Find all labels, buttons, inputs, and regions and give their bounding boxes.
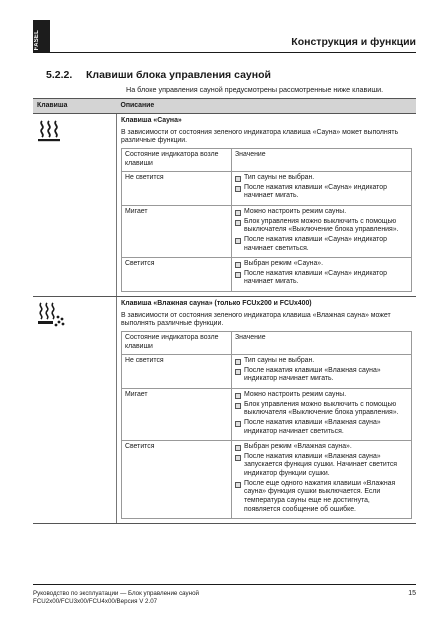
indicator-state: Не светится <box>122 172 232 206</box>
indicator-state-header: Состояние индикатора возле клавиши <box>122 331 232 354</box>
indicator-header-row <box>122 148 412 171</box>
meaning-item: Выбран режим «Влажная сауна». <box>235 443 408 452</box>
col-header-key: Клавиша <box>33 99 117 114</box>
indicator-state: Мигает <box>122 206 232 258</box>
indicator-state: Светится <box>122 441 232 519</box>
indicator-row <box>122 206 412 258</box>
meaning-list <box>235 443 408 514</box>
indicator-meaning-header: Значение <box>232 331 412 354</box>
meaning-item: Блок управления можно выключить с помощью выключателя «Выключение блока управления». <box>235 218 408 235</box>
meaning-item: После нажатия клавиши «Сауна» индикатор начинает мигать. <box>235 184 408 201</box>
key-cell <box>33 114 117 297</box>
indicator-header-row <box>122 331 412 354</box>
col-header-description: Описание <box>117 99 417 114</box>
meaning-item: Выбран режим «Сауна». <box>235 260 408 269</box>
meaning-item: Можно настроить режим сауны. <box>235 208 408 217</box>
key-title: Клавиша «Влажная сауна» (только FCUx200 и FCUx400) <box>121 300 312 307</box>
key-description: В зависимости от состояния зеленого индикатора клавиша «Сауна» может выполнять различные функции. <box>121 128 399 145</box>
indicator-state-header: Состояние индикатора возле клавиши <box>122 148 232 171</box>
section-title: Клавиши блока управления сауной <box>86 69 271 81</box>
meaning-item: После нажатия клавиши «Влажная сауна» индикатор начинает мигать. <box>235 367 408 384</box>
indicator-table <box>121 331 412 519</box>
footer-text <box>33 590 199 606</box>
meaning-item: После нажатия клавиши «Сауна» индикатор начинает мигать. <box>235 270 408 287</box>
meaning-item: После еще одного нажатия клавиши «Влажная сауна» функция сушки выключается. Если температура сауны еще не достигнута, появляется сообщение об ошибке. <box>235 480 408 515</box>
meaning-list <box>235 260 408 287</box>
section-heading <box>46 69 271 81</box>
meaning-list <box>235 391 408 436</box>
indicator-row <box>122 355 412 389</box>
key-cell <box>33 297 117 524</box>
section-number: 5.2.2. <box>46 69 73 81</box>
description-cell <box>117 297 417 524</box>
meaning-list <box>235 174 408 201</box>
footer-line: Руководство по эксплуатации — Блок управление сауной <box>33 590 199 597</box>
meaning-item: Тип сауны не выбран. <box>235 357 408 366</box>
meaning-item: Тип сауны не выбран. <box>235 174 408 183</box>
indicator-state: Не светится <box>122 355 232 389</box>
meaning-list <box>235 357 408 384</box>
sauna-heat-icon <box>37 118 63 142</box>
fasel-logo: FASEL <box>33 20 50 53</box>
indicator-state: Мигает <box>122 389 232 441</box>
header-title: Конструкция и функции <box>291 36 416 48</box>
meaning-item: После нажатия клавиши «Влажная сауна» запускается функция сушки. Начинает светится индикатор функции сушки. <box>235 453 408 479</box>
meaning-list <box>235 208 408 253</box>
indicator-row <box>122 172 412 206</box>
meaning-item: Блок управления можно выключить с помощью выключателя «Выключение блока управления». <box>235 401 408 418</box>
meaning-item: После нажатия клавиши «Сауна» индикатор начинает светиться. <box>235 236 408 253</box>
table-row <box>33 297 416 524</box>
page-number: 15 <box>408 590 416 597</box>
meaning-item: После нажатия клавиши «Влажная сауна» индикатор начинает светиться. <box>235 419 408 436</box>
indicator-meaning-header: Значение <box>232 148 412 171</box>
meaning-item: Можно настроить режим сауны. <box>235 391 408 400</box>
indicator-row <box>122 258 412 292</box>
footer-divider <box>33 584 416 585</box>
section-intro: На блоке управления сауной предусмотрены рассмотренные ниже клавиши. <box>126 85 384 94</box>
indicator-row <box>122 441 412 519</box>
steam-sauna-icon <box>37 301 67 329</box>
header-divider <box>33 52 416 53</box>
key-description: В зависимости от состояния зеленого индикатора клавиша «Влажная сауна» может выполнять различные функции. <box>121 311 391 328</box>
key-title: Клавиша «Сауна» <box>121 117 182 124</box>
footer-line: FCU2x00/FCU3x00/FCU4x00/Версия V 2.07 <box>33 598 158 606</box>
indicator-table <box>121 148 412 292</box>
indicator-row <box>122 389 412 441</box>
table-row <box>33 114 416 297</box>
indicator-state: Светится <box>122 258 232 292</box>
keys-table <box>33 98 416 524</box>
description-cell <box>117 114 417 297</box>
